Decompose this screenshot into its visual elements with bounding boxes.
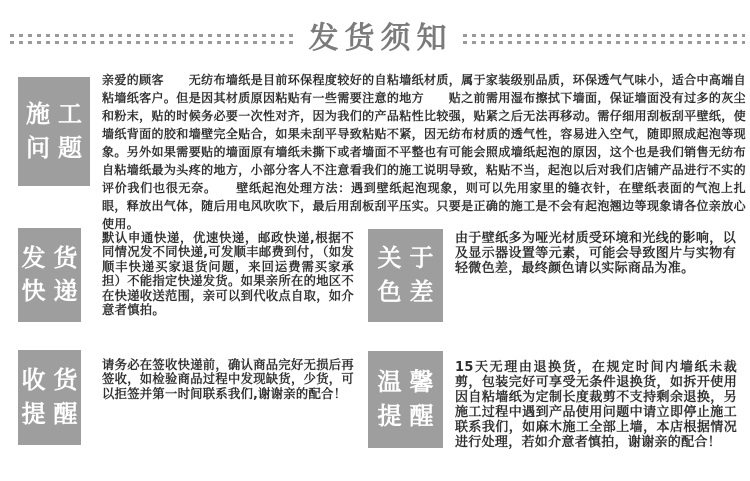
section-label-warm-reminder <box>368 351 443 448</box>
section-body-warm-reminder: 15天无理由退换货，在规定时间内墙纸未裁剪，包装完好可享受无条件退换货，如拆开使用因自粘墙纸为定制长度裁剪不支持剩余退换，另施工过程中遇到产品使用问题中请立即停止施工联系我们，如麻木施工全部上墙，本店根据情况进行处理，若如介意者慎拍，谢谢亲的配合！ <box>455 360 737 450</box>
label-line-2: 色差 <box>377 277 442 306</box>
section-body-receiving-reminder: 请务必在签收快递前，确认商品完好无损后再签收，如检验商品过程中发现缺货，少货，可以拒签并第一时间联系我们,谢谢亲的配合！ <box>102 358 354 401</box>
page-title: 发货须知 <box>308 21 453 56</box>
label-line-1: 关于 <box>377 244 442 273</box>
label-line-2: 提醒 <box>21 399 86 428</box>
dashed-divider-right-icon <box>463 34 746 44</box>
section-body-construction-issues: 亲爱的顾客 无纺布墙纸是目前环保程度较好的自粘墙纸材质，属于家装级别品质，环保透气气味小，适合中高端自粘墙纸客户。但是因其材质原因粘贴有一些需要注意的地方 贴之前需用湿布擦拭下墙面，保证墙面没有过多的灰尘和粉末，贴的时候务必要一次性对齐，因为我们的产品粘性比较强，贴紧之后无法再移动。需仔细用刮板刮平壁纸，使墙纸背面的胶和墙壁完全贴合，如果未刮平导致粘贴不紧，因无纺布材质的透气性，容易进入空气，随即照成起泡等现象。另外如果需要贴的墙面原有墙纸未撕下或者墙面不平整也有可能会照成墙纸起泡的原因，这个也是我们销售无纺布自粘墙纸最为头疼的地方，小部分客人不注意看我们的施工说明导致，粘贴不当，起泡以后对我们店铺产品进行不实的评价我们也很无奈。 壁纸起泡处理方法：遇到壁纸起泡现象，则可以先用家里的缝衣针，在壁纸表面的气泡上扎眼，释放出气体，随后用电风吹吹下，最后用刮板刮平压实。只要是正确的施工是不会有起泡翘边等现象请各位亲放心使用。 <box>102 73 746 231</box>
section-body-color-difference: 由于壁纸多为哑光材质受环境和光线的影响，以及显示器设置等元素，可能会导致图片与实物有轻微色差，最终颜色请以实际商品为准。 <box>455 231 736 276</box>
label-line-2: 问题 <box>26 133 90 162</box>
section-body-shipping-express: 默认申通快递，优速快递，邮政快递,根据不同情况发不同快递,可发顺丰邮费到付，（如发顺丰快递买家退货问题，来回运费需买家承担）不能指定快递发货。如果亲所在的地区不在快递收送范围，亲可以到代收点自取，如介意者慎拍。 <box>102 231 354 318</box>
dashed-divider-left-icon <box>10 34 293 44</box>
label-line-2: 快递 <box>21 277 86 305</box>
label-line-1: 发货 <box>21 243 86 272</box>
label-line-2: 提醒 <box>377 401 442 430</box>
label-line-1: 收货 <box>21 366 86 395</box>
page-header <box>0 20 750 58</box>
section-label-construction-issues <box>18 77 90 186</box>
label-line-1: 施工 <box>26 100 90 129</box>
section-label-receiving-reminder <box>18 350 86 445</box>
section-label-shipping-express <box>18 228 86 322</box>
section-label-color-difference <box>368 229 443 322</box>
label-line-1: 温馨 <box>377 368 442 397</box>
